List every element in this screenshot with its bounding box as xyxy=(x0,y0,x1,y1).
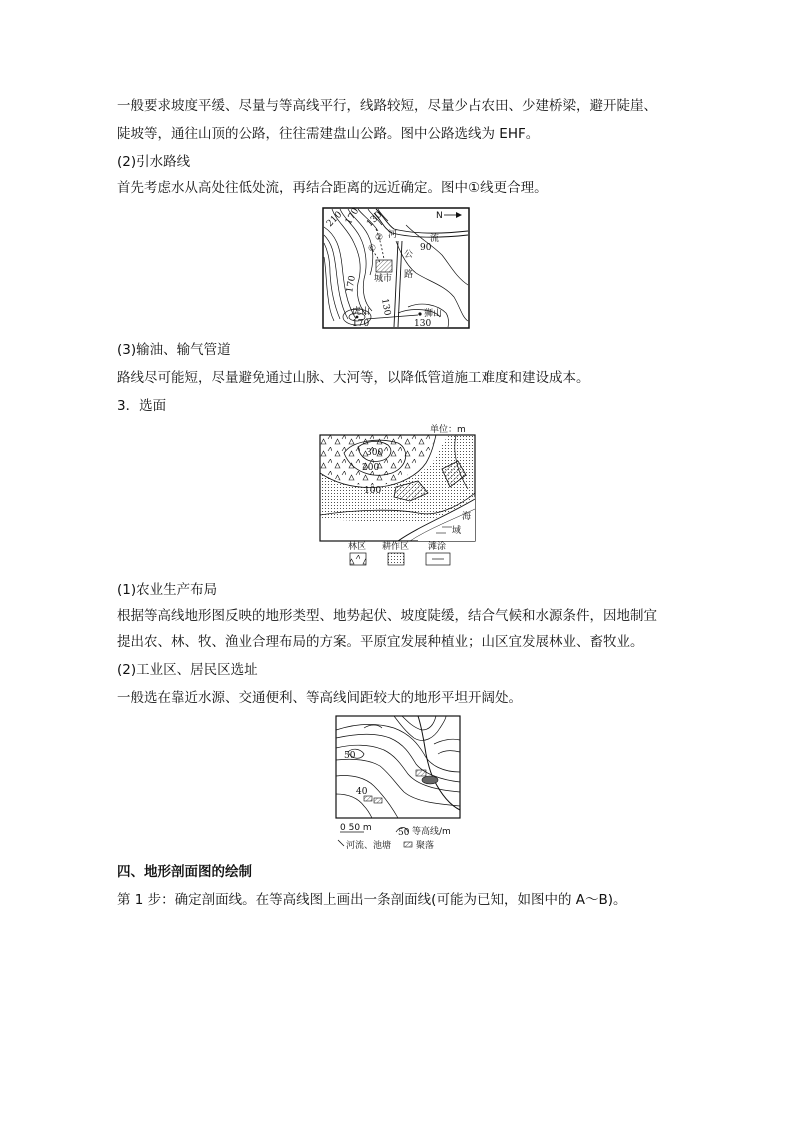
label-100: 100 xyxy=(364,486,382,496)
label-170c: 170 xyxy=(352,319,370,329)
label-road-2: 路 xyxy=(404,270,414,280)
unit-label: 单位：m xyxy=(430,425,466,435)
heading-profile-drawing: 四、地形剖面图的绘制 xyxy=(117,864,252,880)
paragraph-industry: 一般选在靠近水源、交通便利、等高线间距较大的地形平坦开阔处。 xyxy=(117,690,522,706)
legend-forest: 林区 xyxy=(348,542,367,552)
label-130b: 130 xyxy=(379,297,392,317)
label-route-2: ② xyxy=(375,233,384,243)
legend-contour: 等高线/m xyxy=(412,827,451,837)
legend-scale: 0 50 m xyxy=(340,823,372,833)
label-river-2: 流 xyxy=(430,234,440,244)
heading-water-route: (2)引水路线 xyxy=(117,154,191,170)
paragraph-road-1: 一般要求坡度平缓、尽量与等高线平行，线路较短，尽量少占农田、少建桥梁，避开陡崖、 xyxy=(117,98,657,114)
figure-water-route-map xyxy=(322,207,470,329)
label-river-1: 河 xyxy=(388,230,398,240)
label-sea-2: 域 xyxy=(452,526,462,536)
label-40: 40 xyxy=(356,787,368,797)
legend-settlement: 聚落 xyxy=(416,841,435,851)
label-city: 城市 xyxy=(374,274,393,284)
label-route-1: ① xyxy=(368,244,377,254)
legend-settlement-map xyxy=(338,823,451,851)
paragraph-step-1: 第 1 步：确定剖面线。在等高线图上画出一条剖面线(可能为已知，如图中的 A～B)。 xyxy=(117,892,627,908)
label-170b: 170 xyxy=(345,274,358,294)
label-lion-hill: 狮山 xyxy=(424,309,443,319)
label-50: 50 xyxy=(344,751,356,761)
paragraph-pipeline: 路线尽可能短，尽量避免通过山脉、大河等，以降低管道施工难度和建设成本。 xyxy=(117,370,590,386)
label-200: 200 xyxy=(362,463,380,473)
legend-farm: 耕作区 xyxy=(382,542,410,552)
paragraph-agriculture-2: 提出农、林、牧、渔业合理布局的方案。平原宜发展种植业；山区宜发展林业、畜牧业。 xyxy=(117,634,644,650)
label-sea-1: 海 xyxy=(462,512,472,522)
heading-pipeline: (3)输油、输气管道 xyxy=(117,342,231,358)
label-170a: 170 xyxy=(343,207,362,227)
label-road-1: 公 xyxy=(404,250,414,260)
legend-beach: 滩涂 xyxy=(428,542,447,552)
paragraph-agriculture-1: 根据等高线地形图反映的地形类型、地势起伏、坡度陡缓，结合气候和水源条件，因地制宜 xyxy=(117,608,657,624)
label-north: N xyxy=(436,211,443,221)
paragraph-road-2: 陡坡等，通往山顶的公路，往往需建盘山公路。图中公路选线为 EHF。 xyxy=(117,126,540,142)
heading-industry: (2)工业区、居民区选址 xyxy=(117,662,258,678)
label-tiger-hill: 虎山 xyxy=(352,307,371,317)
paragraph-water: 首先考虑水从高处往低处流，再结合距离的远近确定。图中①线更合理。 xyxy=(117,180,548,196)
legend-land-use xyxy=(348,540,450,565)
legend-contour-number: 50 xyxy=(398,828,410,838)
label-210: 210 xyxy=(325,209,345,230)
figure-settlement-map xyxy=(334,714,462,858)
label-90: 90 xyxy=(420,243,432,253)
heading-agriculture: (1)农业生产布局 xyxy=(117,582,218,598)
label-130c: 130 xyxy=(414,319,432,329)
heading-area-selection: 3．选面 xyxy=(117,398,167,414)
legend-river-pond: 河流、池塘 xyxy=(346,841,392,851)
label-130a: 130 xyxy=(365,209,385,230)
figure-land-use-map xyxy=(318,423,478,573)
label-300: 300 xyxy=(366,448,384,458)
